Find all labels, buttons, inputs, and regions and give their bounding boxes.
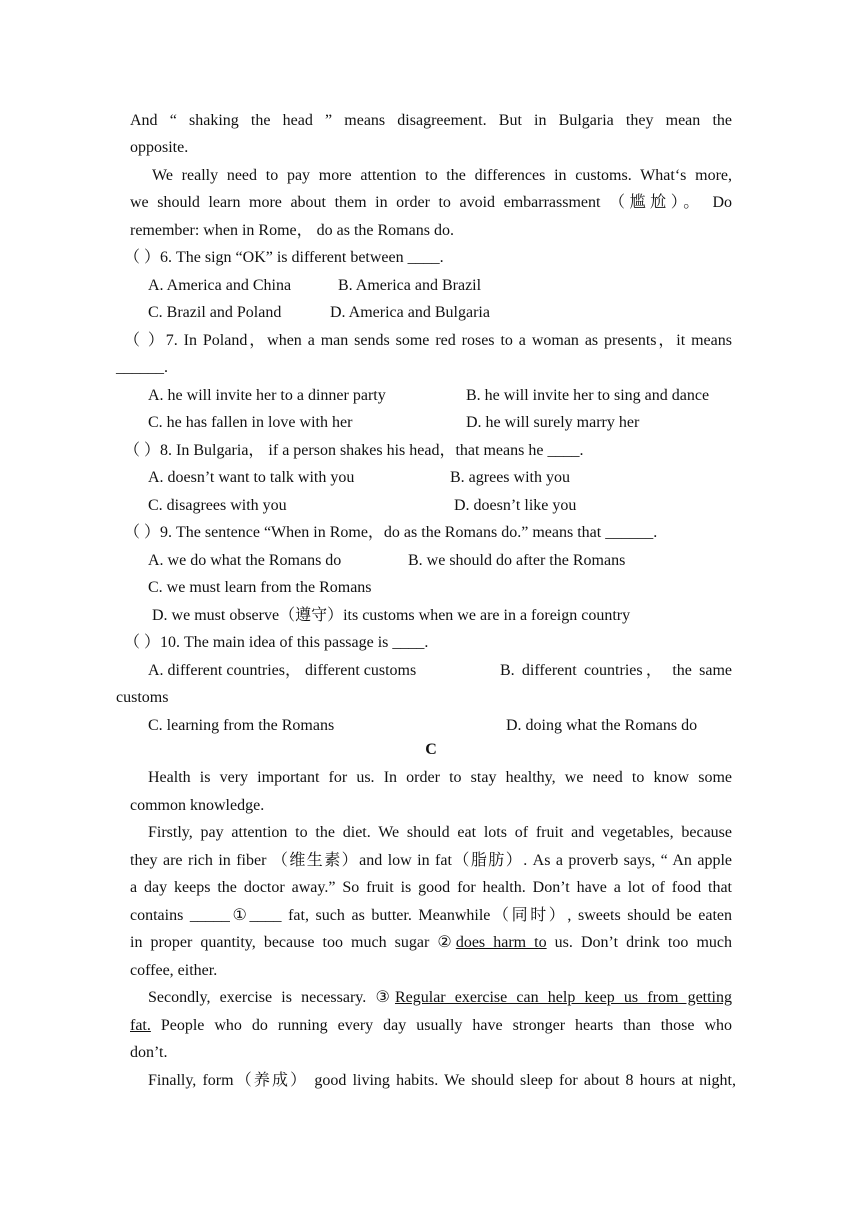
question-6-stem: （ ）6. The sign “OK” is different between ____. bbox=[124, 249, 444, 266]
question-7-option-d: D. he will surely marry her bbox=[466, 414, 640, 431]
passage-line: Finally, form（养成） good living habits. We should sleep for about 8 hours at night, bbox=[148, 1072, 736, 1089]
question-6-option-b: B. America and Brazil bbox=[338, 277, 482, 294]
passage-line: a day keeps the doctor away.” So fruit is good for health. Don’t have a lot of food that bbox=[130, 879, 732, 896]
passage-text: us. Don’t drink too much bbox=[546, 934, 733, 951]
passage-line: We really need to pay more attention to the differences in customs. What‘s more, bbox=[152, 167, 732, 184]
question-10-option-c: C. learning from the Romans bbox=[148, 717, 335, 734]
passage-line: remember: when in Rome， do as the Romans do. bbox=[130, 222, 454, 239]
passage-line: Health is very important for us. In order to stay healthy, we need to know some bbox=[148, 769, 732, 786]
question-10-option-a: A. different countries， different customs bbox=[148, 662, 417, 679]
question-10-stem: （ ）10. The main idea of this passage is ____. bbox=[124, 634, 429, 651]
question-10-option-d: D. doing what the Romans do bbox=[506, 717, 698, 734]
passage-text: in proper quantity, because too much sugar ② bbox=[130, 934, 456, 951]
question-8-option-d: D. doesn’t like you bbox=[454, 497, 577, 514]
passage-text: People who do running every day usually have stronger hearts than those who bbox=[150, 1017, 732, 1034]
question-9-option-c: C. we must learn from the Romans bbox=[148, 579, 372, 596]
question-7-option-b: B. he will invite her to sing and dance bbox=[466, 387, 710, 404]
question-8-option-b: B. agrees with you bbox=[450, 469, 570, 486]
question-9-option-a: A. we do what the Romans do bbox=[148, 552, 342, 569]
question-7-stem-blank: ______. bbox=[116, 359, 168, 376]
question-7-stem: （ ）7. In Poland，when a man sends some red roses to a woman as presents，it means bbox=[124, 332, 732, 349]
section-heading-c: C bbox=[425, 741, 437, 758]
passage-line: Firstly, pay attention to the diet. We should eat lots of fruit and vegetables, because bbox=[148, 824, 732, 841]
passage-line: contains _____①____ fat, such as butter. Meanwhile（同时）, sweets should be eaten bbox=[130, 907, 732, 924]
underlined-phrase-2: does harm to bbox=[455, 934, 547, 951]
question-8-option-a: A. doesn’t want to talk with you bbox=[148, 469, 355, 486]
passage-line: And “ shaking the head ” means disagreement. But in Bulgaria they mean the bbox=[130, 112, 732, 129]
passage-line: common knowledge. bbox=[130, 797, 265, 814]
passage-line: coffee, either. bbox=[130, 962, 218, 979]
question-8-stem: （ ）8. In Bulgaria， if a person shakes his head，that means he ____. bbox=[124, 442, 584, 459]
question-9-option-d: D. we must observe（遵守）its customs when we are in a foreign country bbox=[152, 607, 631, 624]
question-9-stem: （ ）9. The sentence “When in Rome，do as the Romans do.” means that ______. bbox=[124, 524, 658, 541]
question-9-option-b: B. we should do after the Romans bbox=[408, 552, 626, 569]
passage-line: don’t. bbox=[130, 1044, 168, 1061]
question-6-option-d: D. America and Bulgaria bbox=[330, 304, 490, 321]
passage-line bbox=[130, 933, 732, 953]
question-7-option-a: A. he will invite her to a dinner party bbox=[148, 387, 386, 404]
underlined-sentence-3-end: fat. bbox=[130, 1017, 151, 1034]
question-8-option-c: C. disagrees with you bbox=[148, 497, 287, 514]
question-10-option-b: B. different countries， the same bbox=[500, 662, 732, 679]
passage-line: they are rich in fiber （维生素）and low in fat（脂肪）. As a proverb says, “ An apple bbox=[130, 852, 732, 869]
passage-line: opposite. bbox=[130, 139, 189, 156]
question-6-option-a: A. America and China bbox=[148, 277, 292, 294]
passage-text: Secondly, exercise is necessary. ③ bbox=[148, 989, 395, 1006]
question-10-option-b-cont: customs bbox=[116, 689, 169, 706]
question-6-option-c: C. Brazil and Poland bbox=[148, 304, 282, 321]
passage-line bbox=[148, 988, 732, 1008]
question-7-option-c: C. he has fallen in love with her bbox=[148, 414, 353, 431]
underlined-sentence-3: Regular exercise can help keep us from getting bbox=[394, 989, 733, 1006]
passage-line bbox=[130, 1016, 732, 1036]
passage-line: we should learn more about them in order to avoid embarrassment （尴尬）。 Do bbox=[130, 194, 732, 211]
